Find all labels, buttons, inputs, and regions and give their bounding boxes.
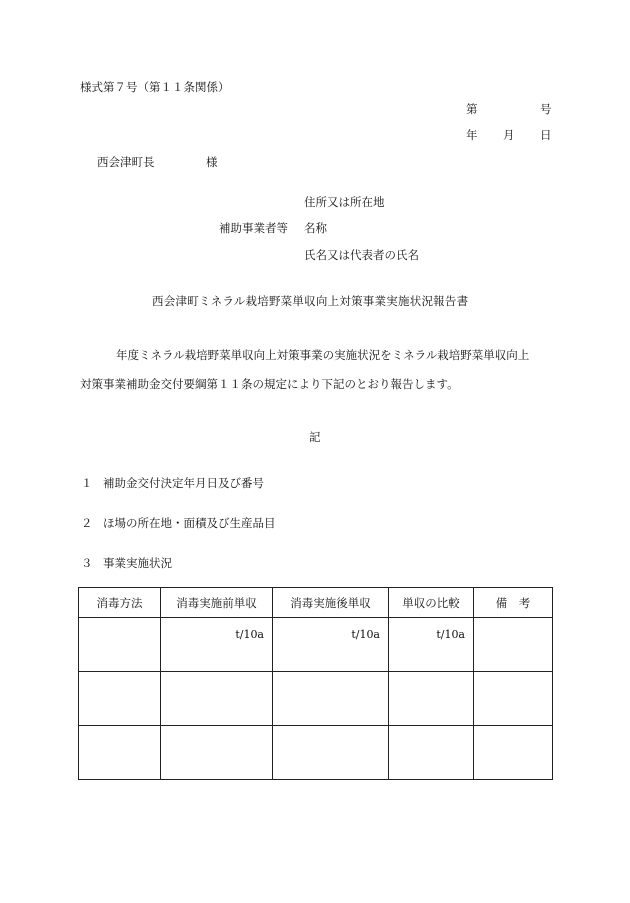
header-yield-comparison: 単収の比較 [389, 588, 474, 618]
cell-yield-comparison[interactable] [389, 726, 474, 780]
item-1-number: １ [81, 476, 93, 490]
cell-yield-after[interactable]: t/10a [273, 618, 389, 672]
addressee-honorific: 様 [206, 155, 218, 169]
item-3-number: ３ [81, 556, 93, 570]
cell-method[interactable] [79, 672, 161, 726]
cell-yield-before[interactable] [161, 672, 273, 726]
addressee-name: 西会津町長 [97, 155, 155, 169]
cell-yield-before[interactable] [161, 726, 273, 780]
table-header-row [79, 588, 553, 618]
applicant-name-label: 名称 [304, 221, 327, 235]
header-yield-after: 消毒実施後単収 [273, 588, 389, 618]
cell-yield-comparison[interactable]: t/10a [389, 618, 474, 672]
item-2-number: ２ [81, 516, 93, 530]
ki-heading: 記 [309, 430, 321, 444]
cell-yield-comparison[interactable] [389, 672, 474, 726]
header-remarks: 備 考 [474, 588, 553, 618]
header-yield-before: 消毒実施前単収 [161, 588, 273, 618]
document-title: 西会津町ミネラル栽培野菜単収向上対策事業実施状況報告書 [152, 294, 469, 308]
date-day: 日 [540, 128, 552, 142]
cell-remarks[interactable] [474, 618, 553, 672]
item-1-text: 補助金交付決定年月日及び番号 [103, 476, 264, 490]
table-row [79, 672, 553, 726]
table-row [79, 618, 553, 672]
doc-number-suffix: 号 [540, 102, 552, 116]
table-row [79, 726, 553, 780]
item-3-text: 事業実施状況 [103, 556, 172, 570]
cell-method[interactable] [79, 618, 161, 672]
applicant-group-label: 補助事業者等 [219, 221, 288, 235]
body-line-2: 対策事業補助金交付要綱第１１条の規定により下記のとおり報告します。 [80, 377, 459, 391]
cell-method[interactable] [79, 726, 161, 780]
status-table [78, 587, 553, 780]
cell-yield-after[interactable] [273, 726, 389, 780]
form-number: 様式第７号（第１１条関係） [80, 80, 230, 94]
cell-yield-after[interactable] [273, 672, 389, 726]
item-2-text: ほ場の所在地・面積及び生産品目 [103, 516, 276, 530]
header-method: 消毒方法 [79, 588, 161, 618]
cell-yield-before[interactable]: t/10a [161, 618, 273, 672]
date-month: 月 [503, 128, 515, 142]
date-year: 年 [466, 128, 478, 142]
cell-remarks[interactable] [474, 726, 553, 780]
body-line-1: 年度ミネラル栽培野菜単収向上対策事業の実施状況をミネラル栽培野菜単収向上 [116, 348, 530, 362]
cell-remarks[interactable] [474, 672, 553, 726]
doc-number-prefix: 第 [466, 102, 478, 116]
applicant-representative-label: 氏名又は代表者の氏名 [304, 248, 419, 262]
applicant-address-label: 住所又は所在地 [304, 195, 385, 209]
